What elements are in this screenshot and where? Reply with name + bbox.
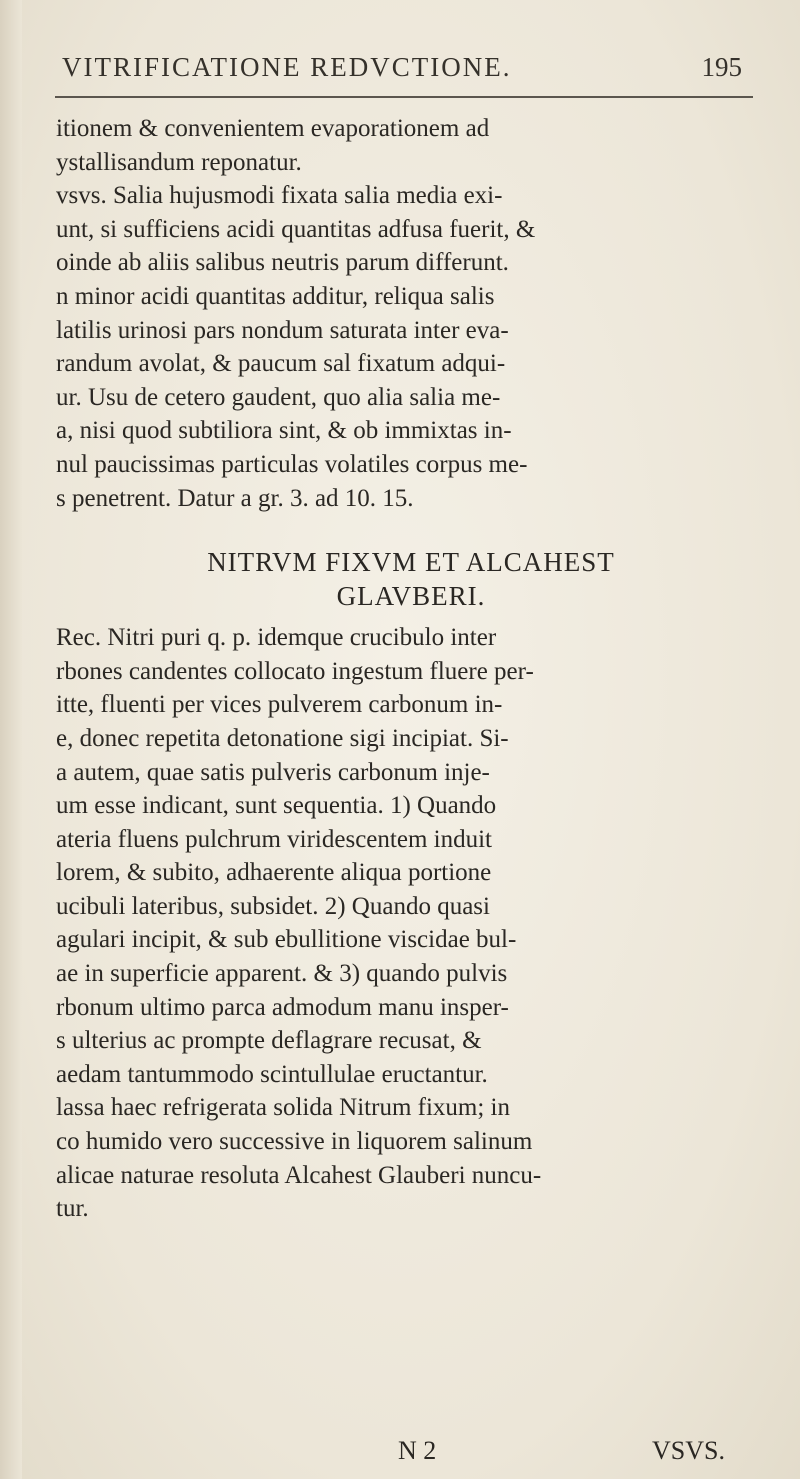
catchword: VSVS. [652,1436,725,1465]
text-line: oinde ab aliis salibus neutris parum differunt. [56,249,509,277]
text-line: tur. [56,1195,89,1223]
text-line: ystallisandum reponatur. [56,148,302,176]
page-header [62,52,742,92]
header-rule [55,96,753,98]
text-line: itionem & convenientem evaporationem ad [56,115,490,142]
text-line: a autem, quae satis pulveris carbonum inje- [56,758,490,786]
text-line: randum avolat, & paucum sal fixatum adqui- [56,350,506,378]
text-line: a, nisi quod subtiliora sint, & ob immixtas in- [56,417,512,445]
text-line: alicae naturae resoluta Alcahest Glauberi nuncu- [56,1161,542,1189]
page-footer [0,1436,800,1472]
signature-mark: N 2 [398,1436,437,1465]
text-line: rbones candentes collocato ingestum fluere per- [56,657,534,685]
text-line: aedam tantummodo scintullulae eructantur. [56,1060,488,1088]
text-line: itte, fluenti per vices pulverem carbonum in- [56,691,503,719]
text-line: rbonum ultimo parca admodum manu insper- [56,993,509,1021]
page-number: 195 [701,52,742,82]
text-line: latilis urinosi pars nondum saturata inter eva- [56,316,509,344]
text-line: unt, si sufficiens acidi quantitas adfusa fuerit, & [56,215,536,243]
text-line: ur. Usu de cetero gaudent, quo alia salia me- [56,383,501,411]
text-line: vsvs. Salia hujusmodi fixata salia media exi- [56,182,503,210]
body-text [56,112,766,1226]
text-line: um esse indicant, sunt sequentia. 1) Quando [56,792,497,820]
text-line: lassa haec refrigerata solida Nitrum fixum; in [56,1094,511,1122]
text-line: s penetrent. Datur a gr. 3. ad 10. 15. [56,484,414,512]
text-line: s ulterius ac prompte deflagrare recusat, & [56,1027,482,1055]
text-line: co humido vero successive in liquorem salinum [56,1128,533,1156]
text-line: e, donec repetita detonatione sigi incipiat. Si- [56,724,509,752]
page-gutter-shadow [0,0,22,1479]
text-line: Rec. Nitri puri q. p. idemque crucibulo inter [56,624,497,652]
text-line: agulari incipit, & sub ebullitione viscidae bul- [56,926,517,954]
text-line: n minor acidi quantitas additur, reliqua salis [56,282,495,310]
paragraph-1 [56,112,766,515]
text-line: ae in superficie apparent. & 3) quando pulvis [56,960,508,988]
section-title-line-2: GLAVBERI. [336,581,486,612]
text-line: ateria fluens pulchrum viridescentem induit [56,825,492,853]
text-line: ucibuli lateribus, subsidet. 2) Quando quasi [56,892,490,920]
paragraph-2 [56,621,766,1226]
section-title-line-1: NITRVM FIXVM ET ALCAHEST [207,547,615,578]
running-title: VITRIFICATIONE REDVCTIONE. [62,52,512,82]
text-line: nul paucissimas particulas volatiles corpus me- [56,450,528,478]
text-line: lorem, & subito, adhaerente aliqua portione [56,859,492,887]
